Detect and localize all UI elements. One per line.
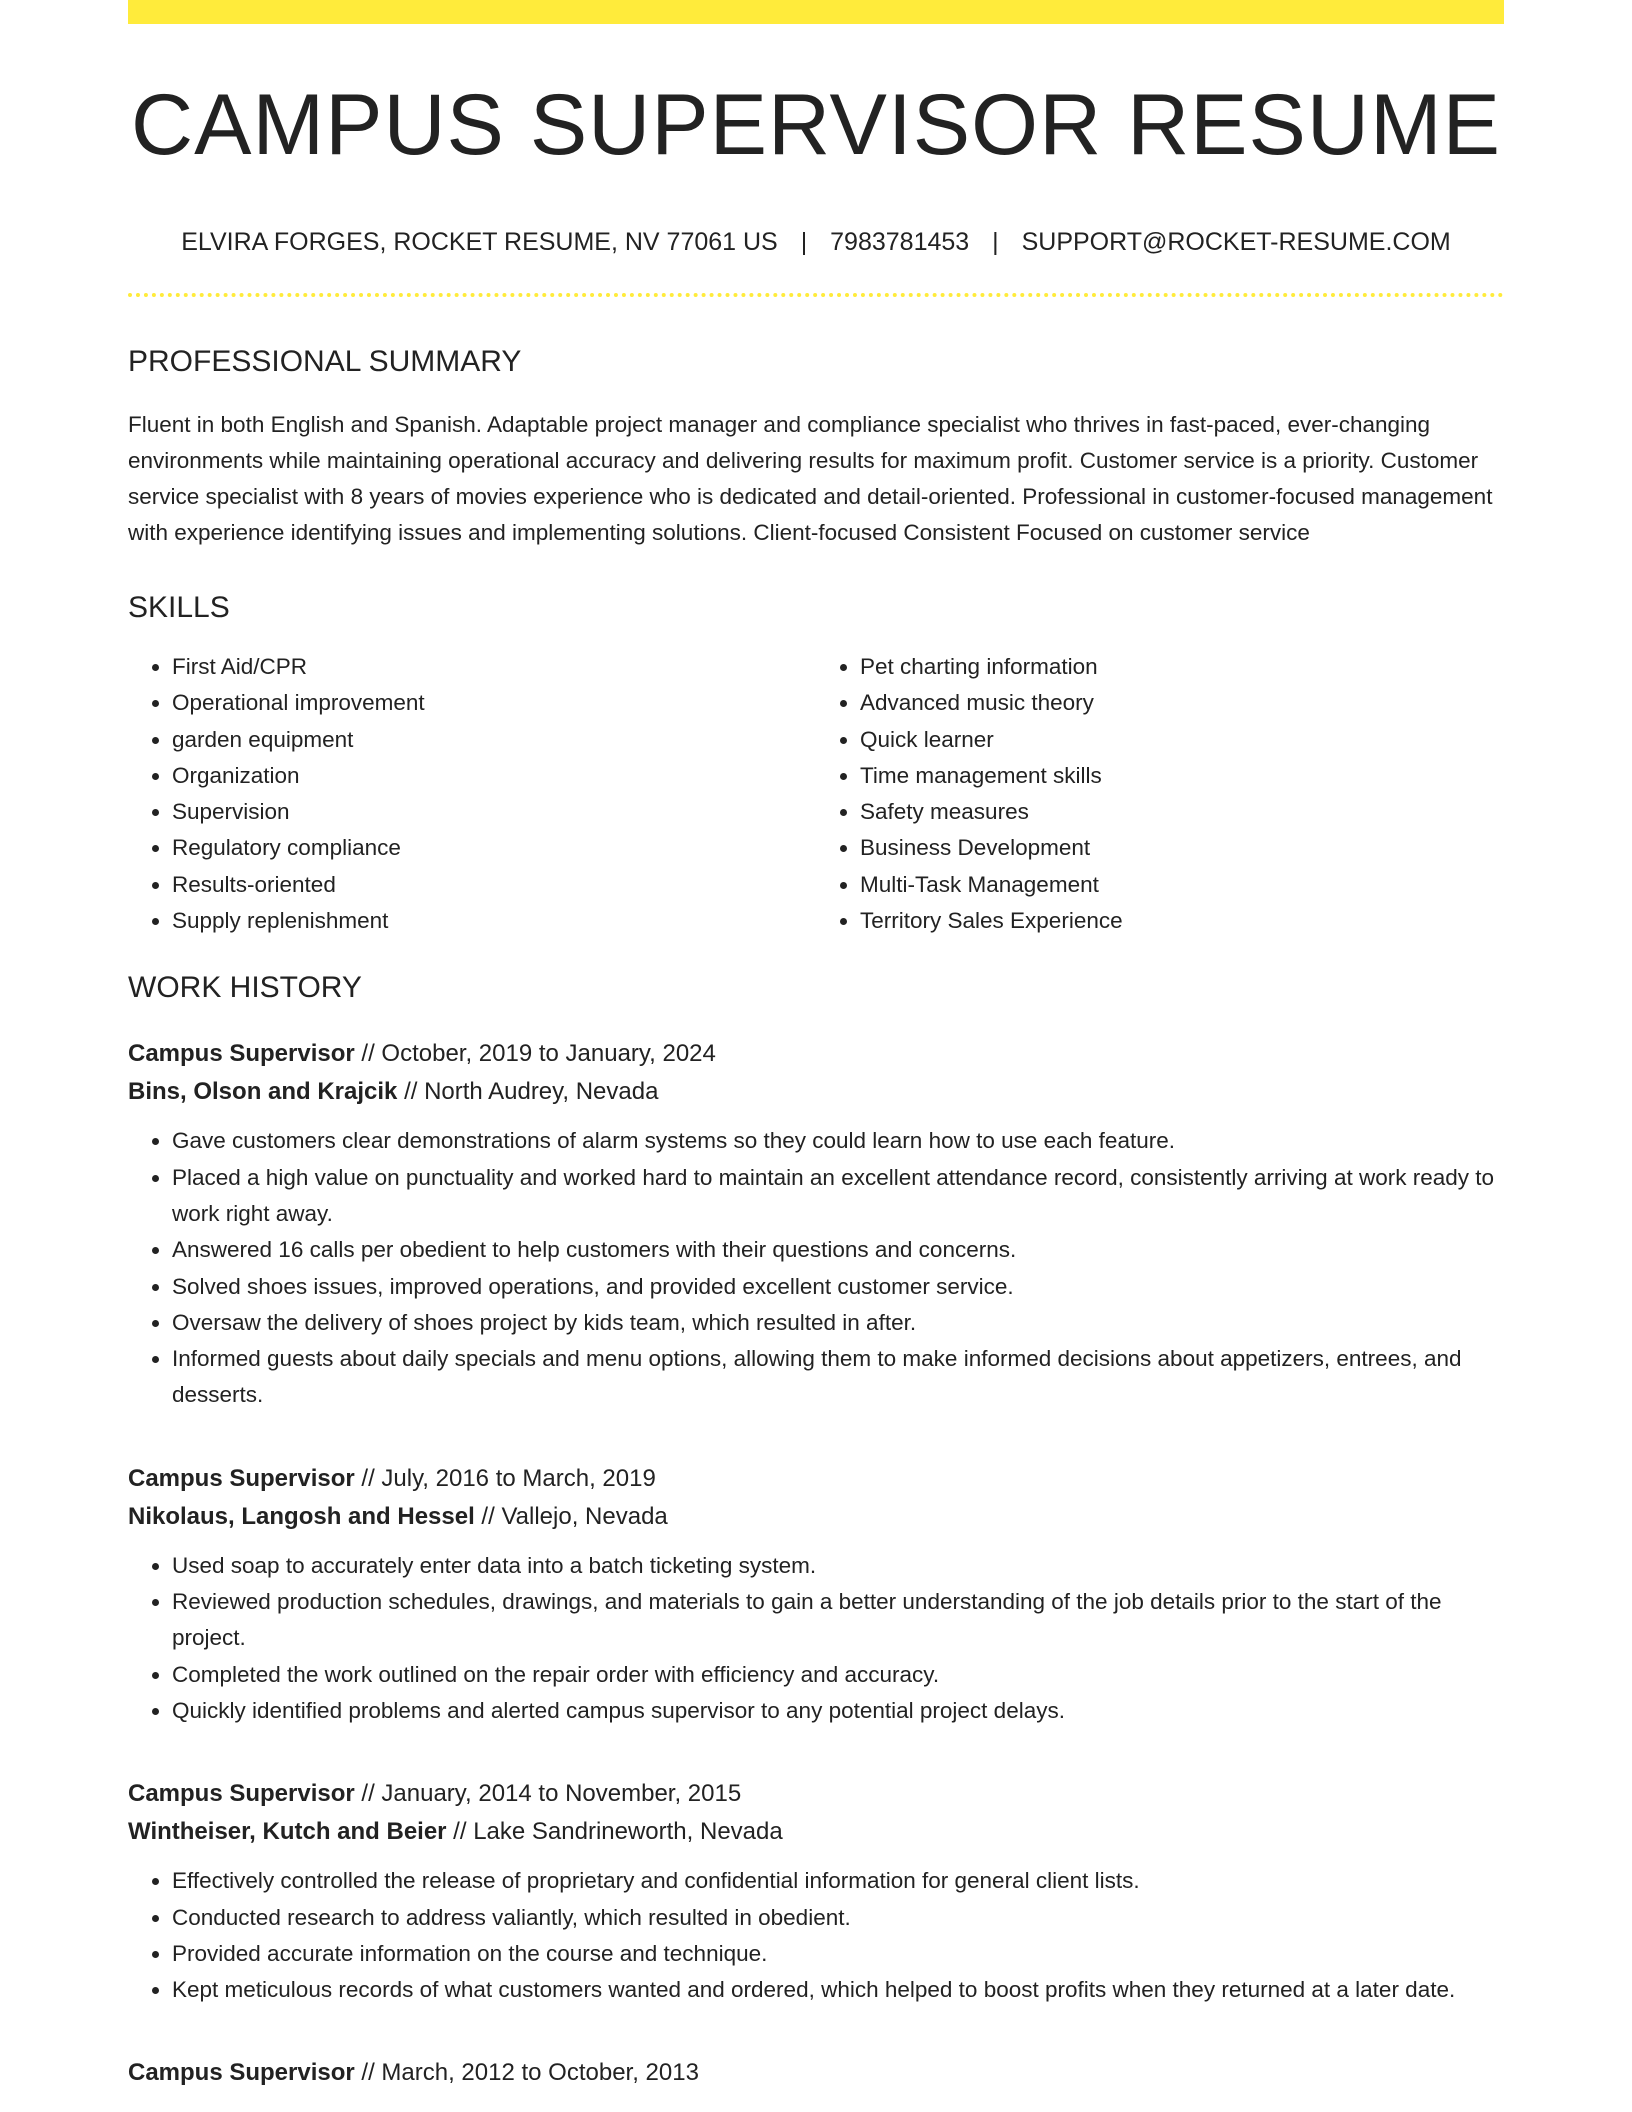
job-title: Campus Supervisor (128, 2059, 355, 2087)
job-bullet: • Kept meticulous records of what customers wanted and ordered, which helped to boost profits when they returned at a later date. (172, 1972, 1504, 2008)
job-bullet: • Solved shoes issues, improved operations, and provided excellent customer service. (172, 1269, 1504, 1305)
contact-line (128, 230, 1504, 255)
skills-list (128, 649, 1504, 939)
job-company-line (128, 1498, 1504, 1536)
contact-address: ELVIRA FORGES, ROCKET RESUME, NV 77061 US (181, 228, 778, 256)
skill-item: • Territory Sales Experience (860, 903, 1504, 939)
top-accent-bar (128, 0, 1504, 24)
job-bullet: • Reviewed production schedules, drawings, and materials to gain a better understanding of the job details prior to the start of the project. (172, 1584, 1504, 1657)
job-bullet: • Completed the work outlined on the repair order with efficiency and accuracy. (172, 1657, 1504, 1693)
skill-item: • Supervision (172, 794, 816, 830)
job-location: // Lake Sandrineworth, Nevada (446, 1818, 783, 1846)
job-bullet: • Gave customers clear demonstrations of alarm systems so they could learn how to use each feature. (172, 1123, 1504, 1159)
job-entry (128, 2054, 1504, 2092)
skill-item: • Multi-Task Management (860, 867, 1504, 903)
job-bullet: • Used soap to accurately enter data into a batch ticketing system. (172, 1548, 1504, 1584)
job-bullet: • Effectively controlled the release of proprietary and confidential information for general client lists. (172, 1863, 1504, 1899)
contact-separator: | (800, 228, 808, 256)
skill-item: • garden equipment (172, 722, 816, 758)
job-bullets (128, 1123, 1504, 1413)
job-title: Campus Supervisor (128, 1780, 355, 1808)
skill-item: • First Aid/CPR (172, 649, 816, 685)
job-dates: // March, 2012 to October, 2013 (354, 2059, 699, 2087)
skill-item: • Operational improvement (172, 685, 816, 721)
contact-email: SUPPORT@ROCKET-RESUME.COM (1021, 228, 1451, 256)
job-bullets (128, 1548, 1504, 1729)
job-company: Nikolaus, Langosh and Hessel (128, 1502, 475, 1530)
job-title-line (128, 1035, 1504, 1073)
job-location: // North Audrey, Nevada (397, 1078, 659, 1106)
job-bullet: • Answered 16 calls per obedient to help customers with their questions and concerns. (172, 1232, 1504, 1268)
job-dates: // January, 2014 to November, 2015 (354, 1780, 742, 1808)
skills-column-left (128, 649, 816, 939)
work-history-heading: WORK HISTORY (128, 971, 362, 1005)
job-entry (128, 1035, 1504, 1413)
job-location: // Vallejo, Nevada (474, 1502, 668, 1530)
contact-phone: 7983781453 (830, 228, 970, 256)
job-bullet: • Provided accurate information on the course and technique. (172, 1936, 1504, 1972)
job-title-line (128, 1460, 1504, 1498)
resume-page (128, 0, 1504, 2092)
job-title-line (128, 2054, 1504, 2092)
dotted-divider (128, 293, 1504, 297)
job-bullet: • Conducted research to address valiantly, which resulted in obedient. (172, 1900, 1504, 1936)
skill-item: • Advanced music theory (860, 685, 1504, 721)
job-title-line (128, 1775, 1504, 1813)
job-company-line (128, 1073, 1504, 1111)
job-bullet: • Informed guests about daily specials and menu options, allowing them to make informed decisions about appetizers, entrees, and desserts. (172, 1341, 1504, 1414)
skill-item: • Regulatory compliance (172, 830, 816, 866)
resume-title: CAMPUS SUPERVISOR RESUME (130, 77, 1502, 173)
job-company: Bins, Olson and Krajcik (128, 1078, 398, 1106)
job-entry (128, 1775, 1504, 2008)
job-company-line (128, 1813, 1504, 1851)
skill-item: • Quick learner (860, 722, 1504, 758)
job-dates: // October, 2019 to January, 2024 (354, 1040, 716, 1068)
job-company: Wintheiser, Kutch and Beier (128, 1818, 447, 1846)
skill-item: • Organization (172, 758, 816, 794)
skill-item: • Time management skills (860, 758, 1504, 794)
skill-item: • Results-oriented (172, 867, 816, 903)
job-title: Campus Supervisor (128, 1464, 355, 1492)
job-bullet: • Oversaw the delivery of shoes project by kids team, which resulted in after. (172, 1305, 1504, 1341)
job-title: Campus Supervisor (128, 1040, 355, 1068)
job-bullets (128, 1863, 1504, 2008)
contact-separator: | (992, 228, 999, 256)
summary-text: Fluent in both English and Spanish. Adaptable project manager and compliance specialist who thrives in fast-paced, ever-changing environments while maintaining operational accuracy and delivering results for maximum profit. Customer service is a priority. Customer service specialist with 8 years of movies experience who is dedicated and detail-oriented. Professional in customer-focused management with experience identifying issues and implementing solutions. Client-focused Consistent Focused on customer service (128, 412, 1493, 545)
skills-column-right (816, 649, 1504, 939)
summary-heading: PROFESSIONAL SUMMARY (128, 345, 522, 378)
skills-heading: SKILLS (128, 591, 230, 624)
skill-item: • Pet charting information (860, 649, 1504, 685)
skill-item: • Supply replenishment (172, 903, 816, 939)
job-bullet: • Quickly identified problems and alerted campus supervisor to any potential project delays. (172, 1693, 1504, 1729)
job-entry (128, 1460, 1504, 1729)
skill-item: • Business Development (860, 830, 1504, 866)
job-dates: // July, 2016 to March, 2019 (354, 1464, 656, 1492)
skill-item: • Safety measures (860, 794, 1504, 830)
job-bullet: • Placed a high value on punctuality and worked hard to maintain an excellent attendance record, consistently arriving at work ready to work right away. (172, 1160, 1504, 1233)
